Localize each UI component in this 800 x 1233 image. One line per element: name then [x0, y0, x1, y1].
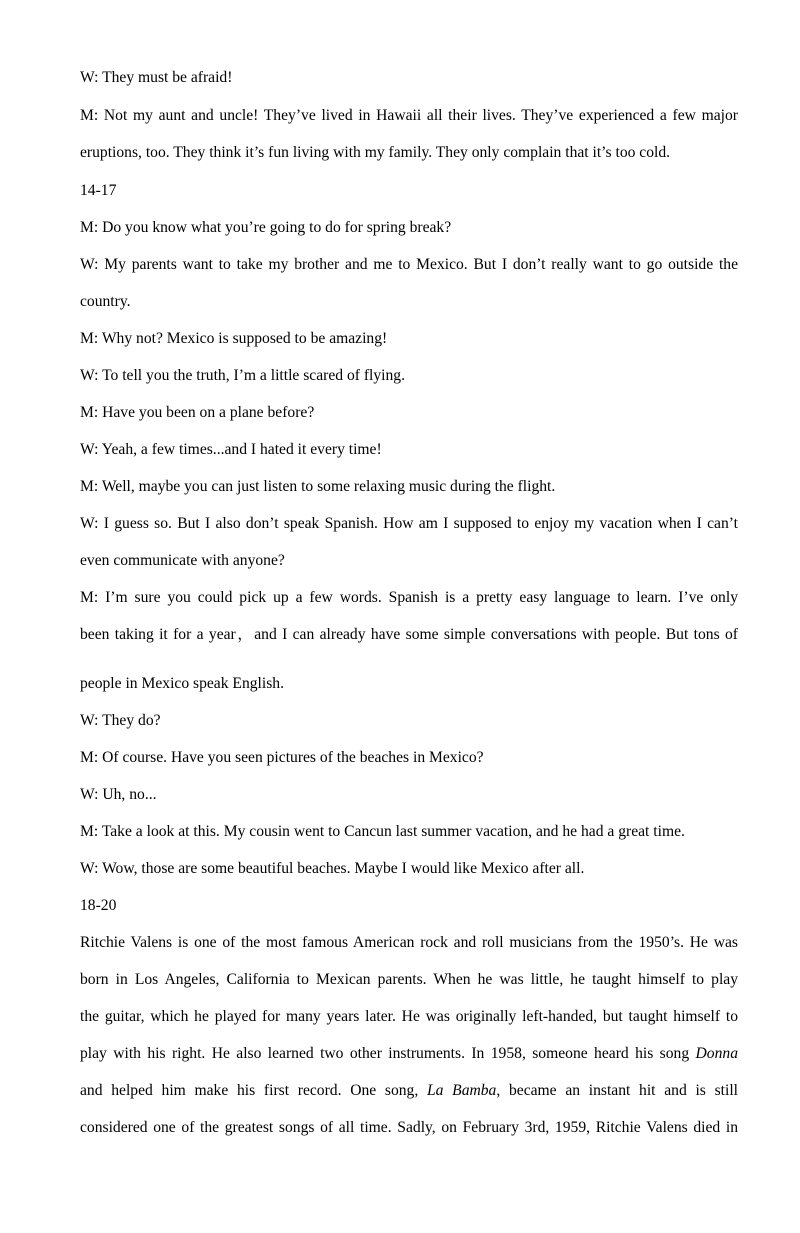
text-line: M: Why not? Mexico is supposed to be amazing!	[80, 330, 388, 347]
text-line: people in Mexico speak English.	[80, 675, 284, 692]
text-line: M: Take a look at this. My cousin went to Cancun last summer vacation, and he had a great time.	[80, 823, 685, 840]
text-line: M: Of course. Have you seen pictures of the beaches in Mexico?	[80, 749, 484, 766]
text-line	[80, 1081, 738, 1101]
text-line: W: To tell you the truth, I’m a little scared of flying.	[80, 367, 405, 384]
text-line: W: They do?	[80, 712, 161, 729]
text-line: been taking it for a year，and I can already have some simple conversations with people. But tons of	[80, 626, 738, 643]
section-number: 14-17	[80, 182, 117, 199]
text-line: the guitar, which he played for many years later. He was originally left-handed, but taught himself to	[80, 1008, 738, 1025]
text-line: W: Wow, those are some beautiful beaches. Maybe I would like Mexico after all.	[80, 860, 585, 877]
text-segment: , became an instant hit and is still	[496, 1082, 738, 1099]
text-line: M: Well, maybe you can just listen to some relaxing music during the flight.	[80, 478, 556, 495]
song-title-donna: Donna	[695, 1045, 738, 1062]
text-line: M: Do you know what you’re going to do for spring break?	[80, 219, 452, 236]
text-line	[80, 1044, 738, 1064]
text-line: M: I’m sure you could pick up a few words. Spanish is a pretty easy language to learn. I’ve only	[80, 589, 738, 606]
text-line: W: I guess so. But I also don’t speak Spanish. How am I supposed to enjoy my vacation when I can’t	[80, 515, 738, 532]
text-line: considered one of the greatest songs of all time. Sadly, on February 3rd, 1959, Ritchie Valens died in	[80, 1119, 738, 1136]
text-line: country.	[80, 293, 131, 310]
song-title-la-bamba: La Bamba	[426, 1082, 497, 1099]
text-line: W: They must be afraid!	[80, 69, 233, 86]
section-number: 18-20	[80, 897, 117, 914]
text-line: W: Uh, no...	[80, 786, 157, 803]
text-line: even communicate with anyone?	[80, 552, 285, 569]
text-line: eruptions, too. They think it’s fun living with my family. They only complain that it’s too cold.	[80, 144, 671, 161]
text-line: W: Yeah, a few times...and I hated it every time!	[80, 441, 382, 458]
text-line: born in Los Angeles, California to Mexican parents. When he was little, he taught himself to play	[80, 971, 738, 988]
text-segment: and helped him make his first record. One song,	[80, 1082, 427, 1099]
text-line: M: Have you been on a plane before?	[80, 404, 315, 421]
text-line: M: Not my aunt and uncle! They’ve lived in Hawaii all their lives. They’ve experienced a few major	[80, 107, 738, 124]
text-line: W: My parents want to take my brother and me to Mexico. But I don’t really want to go outside the	[80, 256, 738, 273]
text-line: Ritchie Valens is one of the most famous American rock and roll musicians from the 1950’s. He was	[80, 934, 738, 951]
text-segment: play with his right. He also learned two other instruments. In 1958, someone heard his song	[80, 1045, 696, 1062]
